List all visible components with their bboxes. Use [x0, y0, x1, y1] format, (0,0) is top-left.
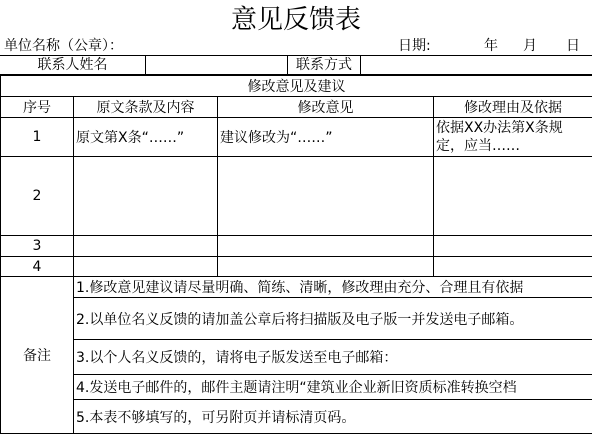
row-no: 4 — [1, 257, 74, 277]
contact-row — [0, 56, 592, 75]
row-no: 1 — [1, 118, 74, 157]
reason-cell[interactable]: 依据XX办法第X条规定，应当…… — [434, 118, 592, 157]
header-no: 序号 — [1, 97, 74, 118]
reason-cell[interactable] — [434, 257, 592, 277]
month-label: 月 — [523, 38, 537, 54]
remarks-label: 备注 — [1, 277, 74, 434]
opinion-cell[interactable] — [218, 257, 434, 277]
remark-row — [1, 400, 592, 434]
original-cell[interactable] — [74, 157, 218, 236]
remark-item-1: 1.修改意见建议请尽量明确、简练、清晰，修改理由充分、合理且有依据 — [74, 277, 592, 298]
reason-cell[interactable] — [434, 236, 592, 257]
remark-item-4: 4.发送电子邮件的，邮件主题请注明“建筑业企业新旧资质标准转换空档 — [74, 375, 592, 400]
remark-item-3: 3.以个人名义反馈的，请将电子版发送至电子邮箱： — [74, 340, 592, 375]
form-title: 意见反馈表 — [230, 5, 361, 35]
header-original: 原文条款及内容 — [74, 97, 218, 118]
header-row — [1, 97, 592, 118]
date-label: 日期: — [398, 38, 431, 54]
contact-method-field[interactable] — [360, 56, 592, 74]
remark-row — [1, 277, 592, 298]
remark-row — [1, 340, 592, 375]
contact-name-label: 联系人姓名 — [37, 57, 108, 73]
header-reason: 修改理由及依据 — [434, 97, 592, 118]
table-row — [1, 118, 592, 157]
header-opinion: 修改意见 — [218, 97, 434, 118]
row-no: 3 — [1, 236, 74, 257]
feedback-table — [0, 75, 592, 434]
table-row — [1, 157, 592, 236]
remark-row — [1, 298, 592, 340]
contact-name-field[interactable] — [145, 56, 288, 74]
remark-row — [1, 375, 592, 400]
unit-date-row — [0, 38, 592, 56]
original-cell[interactable] — [74, 236, 218, 257]
opinion-cell[interactable]: 建议修改为“……” — [218, 118, 434, 157]
opinion-cell[interactable] — [218, 236, 434, 257]
unit-name-label: 单位名称（公章）： — [4, 38, 123, 54]
opinion-cell[interactable] — [218, 157, 434, 236]
section-title: 修改意见及建议 — [1, 76, 592, 97]
reason-cell[interactable] — [434, 157, 592, 236]
remark-item-5: 5.本表不够填写的，可另附页并请标清页码。 — [74, 400, 592, 434]
row-no: 2 — [1, 157, 74, 236]
contact-method-label: 联系方式 — [296, 57, 352, 73]
table-row — [1, 236, 592, 257]
day-label: 日 — [566, 38, 580, 54]
year-label: 年 — [484, 38, 498, 54]
table-row — [1, 257, 592, 277]
original-cell[interactable] — [74, 257, 218, 277]
original-cell[interactable]: 原文第X条“……” — [74, 118, 218, 157]
remark-item-2: 2.以单位名义反馈的请加盖公章后将扫描版及电子版一并发送电子邮箱。 — [74, 298, 592, 340]
